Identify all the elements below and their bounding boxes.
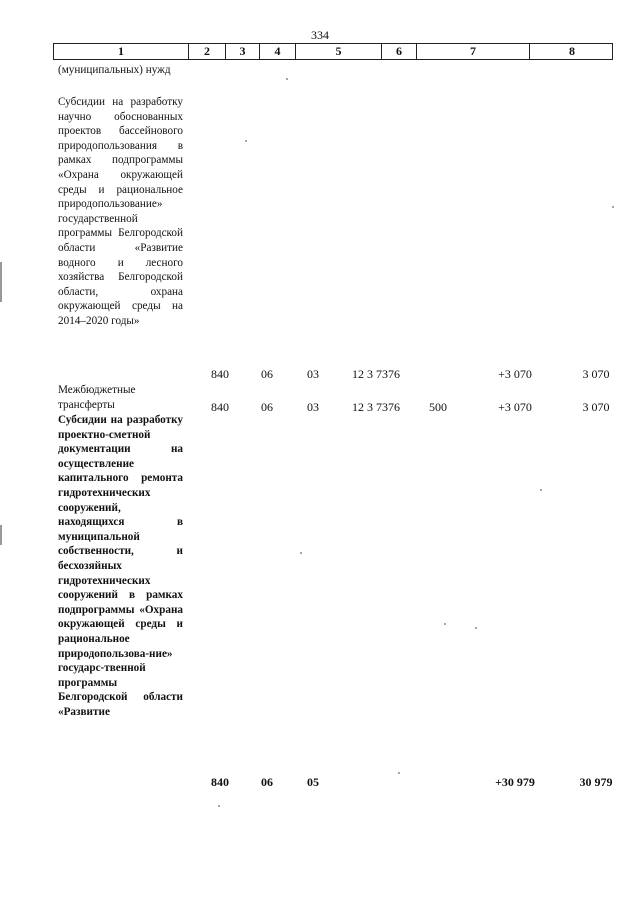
scan-speck [218,805,220,807]
cell-col3: 06 [261,775,273,789]
row-name: (муниципальных) нужд [58,64,171,76]
cell-col3: 06 [261,400,273,414]
cell-col6: 500 [429,400,447,414]
cell-col8: 30 979 [579,775,613,789]
scan-speck [286,78,288,80]
row-name: Межбюджетные трансферты [58,384,136,411]
scan-speck [444,623,446,625]
row-name: Субсидии на разработку научно обоснованных проектов бассейнового природопользования в рамках подпрограммы «Охрана окружающей среды и рациональное природопользование» государственной программы Белгородской области «Развитие водного и лесного хозяйства Белгородской области, охрана окружающей среды на 2014–2020 годы» [58,96,183,327]
column-header-1: 1 [54,44,189,59]
scan-speck [245,140,247,142]
scan-speck [540,489,542,491]
column-header-8: 8 [569,44,575,58]
cell-col8: 3 070 [582,400,610,414]
cell-col5: 12 3 7376 [352,367,400,381]
column-header-5: 5 [296,44,382,59]
table-header-row [53,43,613,60]
cell-col2: 840 [211,400,229,414]
scan-speck [398,772,400,774]
row-name: Субсидии на разработку проектно-сметной документации на осуществление капитального ремонта гидротехнических сооружений, находящихся в муниципальной собственности, и бесхозяйных гидротехнических сооружений в рамках подпрограммы «Охрана окружающей среды и рациональное природопользова-ние» государс-твенной программы Белгородской области «Развитие [58,414,183,718]
cell-col2: 840 [211,775,229,789]
cell-col4: 05 [307,775,319,789]
cell-col7: +30 979 [495,775,535,789]
scan-edge-mark [0,262,2,302]
cell-col5: 12 3 7376 [352,400,400,414]
column-header-6: 6 [382,44,417,59]
scan-speck [612,206,614,208]
cell-col7: +3 070 [498,400,532,414]
column-header-7: 7 [417,44,530,59]
scan-speck [475,627,477,629]
column-header-3: 3 [226,44,260,59]
scan-speck [300,552,302,554]
cell-col4: 03 [307,400,319,414]
cell-col4: 03 [307,367,319,381]
cell-col2: 840 [211,367,229,381]
column-header-4: 4 [260,44,296,59]
cell-col7: +3 070 [498,367,532,381]
scan-edge-mark [0,525,2,545]
column-header-2: 2 [189,44,226,59]
cell-col3: 06 [261,367,273,381]
page-number: 334 [311,28,329,42]
cell-col8: 3 070 [582,367,610,381]
